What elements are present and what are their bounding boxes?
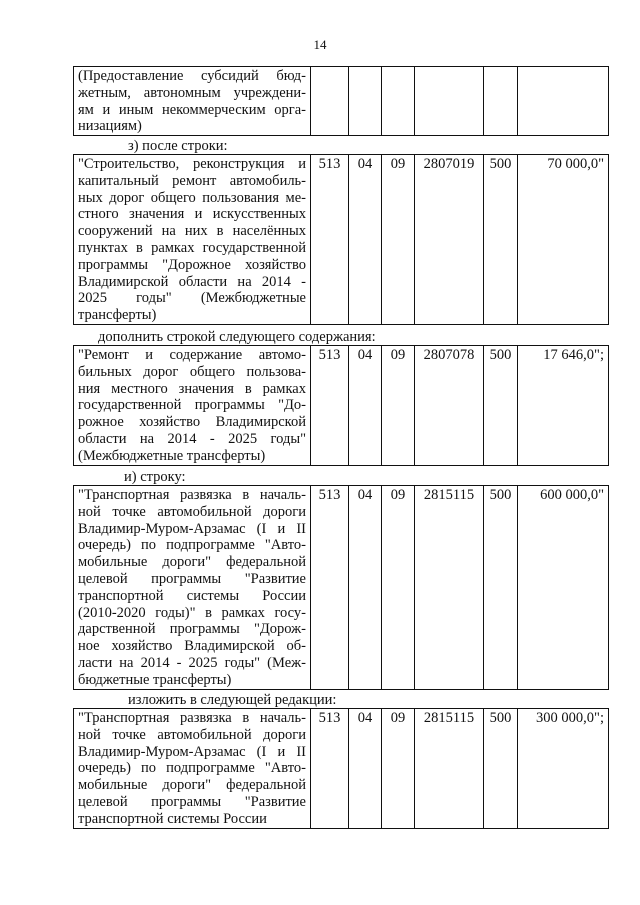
description-line: транспортной системы России	[78, 587, 306, 604]
description-line: очередь) по подпрограмме "Авто-	[78, 760, 306, 777]
row-description	[74, 486, 311, 690]
cell-vr: 500	[484, 346, 518, 466]
description-line: очередь) по подпрограмме "Авто-	[78, 537, 306, 554]
description-line: 2025 годы" (Межбюджетные	[78, 290, 306, 307]
page-number: 14	[313, 37, 327, 52]
description-line: "Транспортная развязка в началь-	[78, 487, 306, 503]
cell-vr: 500	[484, 155, 518, 325]
cell-sum: 70 000,0"	[518, 155, 609, 325]
description-line: "Строительство, реконструкция и	[78, 156, 306, 172]
table-row	[74, 486, 609, 690]
table-row	[74, 155, 609, 325]
cell-pr: 09	[382, 709, 415, 829]
row-description	[74, 155, 311, 325]
cell-csr: 2815115	[415, 709, 484, 829]
instruction-restate: изложить в следующей редакции:	[128, 692, 337, 708]
description-line: (Межбюджетные трансферты)	[78, 447, 266, 464]
cell-sum: 600 000,0"	[518, 486, 609, 690]
description-line: дарственной программы "Дорож-	[78, 621, 306, 638]
cell-pr: 09	[382, 346, 415, 466]
description-line: Владимир-Муром-Арзамас (I и II	[78, 520, 306, 537]
table-block-3	[73, 485, 609, 690]
cell-rz: 04	[349, 346, 382, 466]
table-row	[74, 709, 609, 829]
description-line: Владимирской области на 2014 -	[78, 273, 306, 290]
description-line: жетным, автономным учреждени-	[78, 84, 306, 101]
cell-sum: 300 000,0";	[518, 709, 609, 829]
description-line: стного значения и искусственных	[78, 206, 306, 223]
description-line: трансферты)	[78, 307, 157, 324]
instruction-z: з) после строки:	[128, 138, 228, 154]
cell-ved: 513	[311, 486, 349, 690]
description-line: пунктах в рамках государственной	[78, 239, 306, 256]
description-line: "Ремонт и содержание автомо-	[78, 347, 306, 363]
row-description	[74, 346, 311, 466]
description-line: мобильные дороги" федеральной	[78, 554, 306, 571]
table-row	[74, 346, 609, 466]
description-line: государственной программы "До-	[78, 397, 306, 414]
cell-csr: 2807019	[415, 155, 484, 325]
budget-table	[73, 345, 609, 466]
description-line: бильных дорог общего пользова-	[78, 363, 306, 380]
table-block-2	[73, 345, 609, 466]
row-description	[74, 67, 311, 136]
description-line: "Транспортная развязка в началь-	[78, 710, 306, 726]
description-line: области на 2014 - 2025 годы"	[78, 430, 306, 447]
cell-csr: 2815115	[415, 486, 484, 690]
cell-rz: 04	[349, 155, 382, 325]
description-line: (2010-2020 годы)" в рамках госу-	[78, 604, 306, 621]
description-line: низациям)	[78, 118, 142, 135]
budget-table	[73, 154, 609, 325]
cell-sum	[518, 67, 609, 136]
cell-pr: 09	[382, 486, 415, 690]
description-line: ласти на 2014 - 2025 годы" (Меж-	[78, 654, 306, 671]
cell-vr: 500	[484, 709, 518, 829]
description-line: Владимир-Муром-Арзамас (I и II	[78, 743, 306, 760]
description-line: (Предоставление субсидий бюд-	[78, 68, 306, 84]
description-line: ям и иным некоммерческим орга-	[78, 101, 306, 118]
description-line: ной точке автомобильной дороги	[78, 726, 306, 743]
description-line: ной точке автомобильной дороги	[78, 503, 306, 520]
instruction-i: и) строку:	[124, 469, 186, 485]
description-line: сооружений на них в населённых	[78, 223, 306, 240]
description-line: целевой программы "Развитие	[78, 570, 306, 587]
description-line: капитальный ремонт автомобиль-	[78, 172, 306, 189]
description-line: бюджетные трансферты)	[78, 671, 232, 688]
budget-table	[73, 708, 609, 829]
cell-csr	[415, 67, 484, 136]
cell-pr	[382, 67, 415, 136]
cell-ved	[311, 67, 349, 136]
description-line: ния местного значения в рамках	[78, 380, 306, 397]
cell-ved: 513	[311, 155, 349, 325]
cell-rz: 04	[349, 709, 382, 829]
description-line: мобильные дороги" федеральной	[78, 777, 306, 794]
cell-pr: 09	[382, 155, 415, 325]
instruction-add: дополнить строкой следующего содержания:	[98, 329, 376, 345]
cell-ved: 513	[311, 709, 349, 829]
description-line: ных дорог общего пользования ме-	[78, 189, 306, 206]
description-line: программы "Дорожное хозяйство	[78, 256, 306, 273]
table-row	[74, 67, 609, 136]
table-block-1	[73, 154, 609, 325]
table-block-continuation	[73, 66, 609, 136]
description-line: ное хозяйство Владимирской об-	[78, 638, 306, 655]
row-description	[74, 709, 311, 829]
cell-csr: 2807078	[415, 346, 484, 466]
description-line: рожное хозяйство Владимирской	[78, 414, 306, 431]
table-block-4	[73, 708, 609, 829]
cell-sum: 17 646,0";	[518, 346, 609, 466]
budget-table	[73, 485, 609, 690]
cell-vr: 500	[484, 486, 518, 690]
description-line: целевой программы "Развитие	[78, 793, 306, 810]
cell-ved: 513	[311, 346, 349, 466]
description-line: транспортной системы России	[78, 810, 267, 827]
budget-table	[73, 66, 609, 136]
cell-rz	[349, 67, 382, 136]
cell-rz: 04	[349, 486, 382, 690]
cell-vr	[484, 67, 518, 136]
